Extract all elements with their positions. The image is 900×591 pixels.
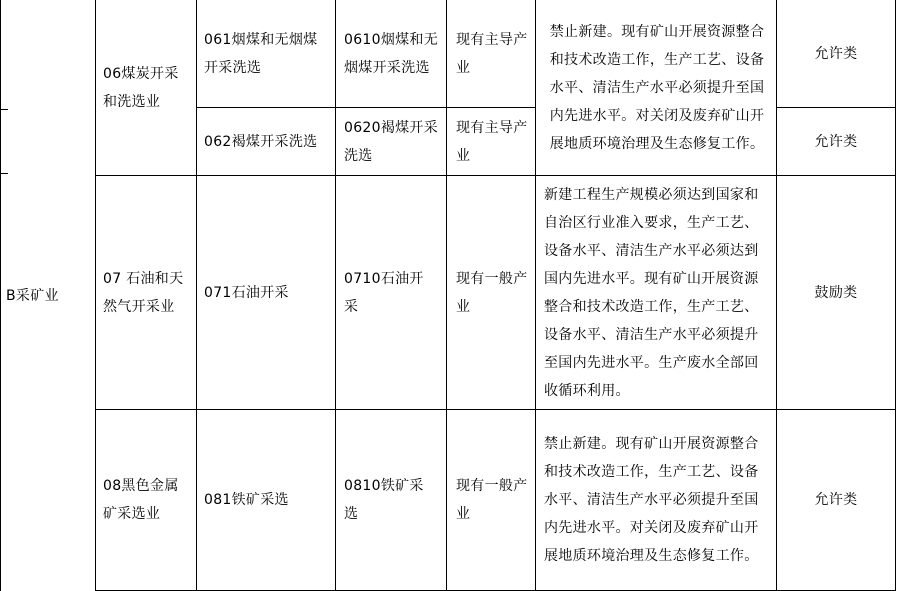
- class-label: 0710石油开采: [344, 270, 424, 315]
- industry-type-label: 现有主导产业: [456, 31, 528, 76]
- requirement-text: 禁止新建。现有矿山开展资源整合和技术改造工作，生产工艺、设备水平、清洁生产水平必须提升至国内先进水平。对关闭及废弃矿山开展地质环境治理及生态修复工作。: [544, 436, 759, 564]
- division-cell-08: [103, 410, 189, 590]
- division-cell-06: [103, 0, 189, 175]
- col-divider: [895, 0, 896, 591]
- subdivision-label: 062褐煤开采洗选: [204, 133, 318, 150]
- requirement-text: 禁止新建。现有矿山开展资源整合和技术改造工作，生产工艺、设备水平、清洁生产水平必须提升至国内先进水平。对关闭及废弃矿山开展地质环境治理及生态修复工作。: [549, 23, 765, 152]
- category-cell: [6, 0, 94, 591]
- subdivision-cell-081: [204, 410, 330, 590]
- classification-cell: [777, 108, 895, 175]
- industry-type-cell: [456, 176, 528, 409]
- classification-label: 鼓励类: [814, 284, 858, 301]
- col-divider: [535, 0, 536, 591]
- industry-type-label: 现有一般产业: [456, 270, 528, 315]
- col-divider: [446, 0, 447, 591]
- classification-cell: [777, 176, 895, 409]
- classification-label: 允许类: [814, 45, 858, 62]
- requirement-cell-08: [544, 410, 766, 590]
- industry-type-label: 现有一般产业: [456, 478, 528, 522]
- division-label: 06煤炭开采和洗选业: [103, 65, 179, 110]
- class-cell-0710: [344, 176, 436, 409]
- requirement-cell-06: [546, 0, 768, 175]
- classification-cell: [777, 0, 895, 107]
- class-label: 0610烟煤和无烟煤开采洗选: [344, 31, 439, 76]
- class-label: 0810铁矿采选: [344, 478, 424, 522]
- division-label: 08黑色金属矿采选业: [103, 478, 179, 522]
- requirement-text: 新建工程生产规模必须达到国家和自治区行业准入要求，生产工艺、设备水平、清洁生产水平必须达到国内先进水平。现有矿山开展资源整合和技术改造工作，生产工艺、设备水平、清洁生产水平必须提升至国内先进水平。生产废水全部回收循环利用。: [544, 186, 759, 399]
- industry-type-cell: [456, 0, 528, 107]
- class-cell-0610: [344, 0, 440, 107]
- category-label: B采矿业: [6, 287, 59, 304]
- col-divider: [335, 0, 336, 591]
- col-divider: [95, 0, 96, 591]
- classification-label: 允许类: [814, 133, 858, 150]
- col-divider: [0, 0, 1, 591]
- class-cell-0810: [344, 410, 436, 590]
- class-cell-0620: [344, 108, 440, 175]
- subdivision-cell-061: [204, 0, 330, 107]
- division-cell-07: [103, 176, 189, 409]
- subdivision-cell-062: [204, 108, 334, 175]
- subdivision-label: 071石油开采: [204, 284, 289, 301]
- industry-type-cell: [456, 410, 528, 590]
- industry-type-label: 现有主导产业: [456, 119, 528, 164]
- division-label: 07 石油和天然气开采业: [103, 270, 184, 315]
- classification-label: 允许类: [814, 492, 858, 508]
- subdivision-cell-071: [204, 176, 330, 409]
- subdivision-label: 081铁矿采选: [204, 492, 289, 508]
- industry-type-cell: [456, 108, 528, 175]
- subdivision-label: 061烟煤和无烟煤开采洗选: [204, 31, 318, 76]
- class-label: 0620褐煤开采洗选: [344, 119, 439, 164]
- requirement-cell-07: [544, 176, 766, 409]
- classification-cell: [777, 410, 895, 590]
- col-divider: [196, 0, 197, 591]
